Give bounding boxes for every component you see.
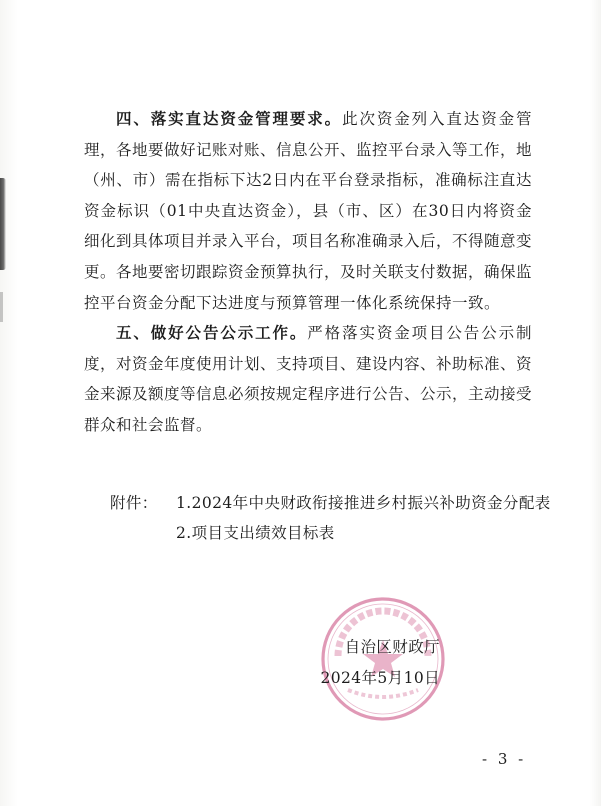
section-five-text: 严格落实资金项目公告公示制度，对资金年度使用计划、支持项目、建设内容、补助标准、资金来源及额度等信息必须按规定程序进行公告、公示，主动接受群众和社会监督。 (84, 324, 533, 434)
attachments-label: 附件： (110, 494, 158, 512)
binding-edge-shadow (0, 292, 3, 322)
document-body (84, 104, 532, 441)
attachment-indent (110, 518, 176, 548)
signature-block (318, 632, 440, 694)
issue-date: 2024年5月10日 (320, 669, 440, 687)
attachment-line-1 (110, 488, 551, 518)
attachment-line-2 (110, 518, 551, 548)
section-four-heading: 四、落实直达资金管理要求。 (116, 110, 343, 128)
attachment-item-1: 1.2024年中央财政衔接推进乡村振兴补助资金分配表 (176, 494, 551, 512)
section-four-paragraph (84, 104, 532, 318)
binding-hole-shadow (0, 178, 6, 270)
page-number: - 3 - (482, 750, 527, 768)
attachment-item-2: 2.项目支出绩效目标表 (176, 524, 335, 542)
section-five-paragraph (84, 318, 532, 440)
section-four-text: 此次资金列入直达资金管理，各地要做好记账对账、信息公开、监控平台录入等工作，地（州、市）需在指标下达2日内在平台登录指标，准确标注直达资金标识（01中央直达资金），县（市、区）在30日内将资金细化到具体项目并录入平台，项目名称准确录入后，不得随意变更。各地要密切跟踪资金预算执行，及时关联支付数据，确保监控平台资金分配下达进度与预算管理一体化系统保持一致。 (84, 110, 533, 312)
section-five-heading: 五、做好公告公示工作。 (116, 324, 308, 343)
issuer-name: 自治区财政厅 (344, 638, 440, 656)
attachments-block (110, 488, 551, 548)
